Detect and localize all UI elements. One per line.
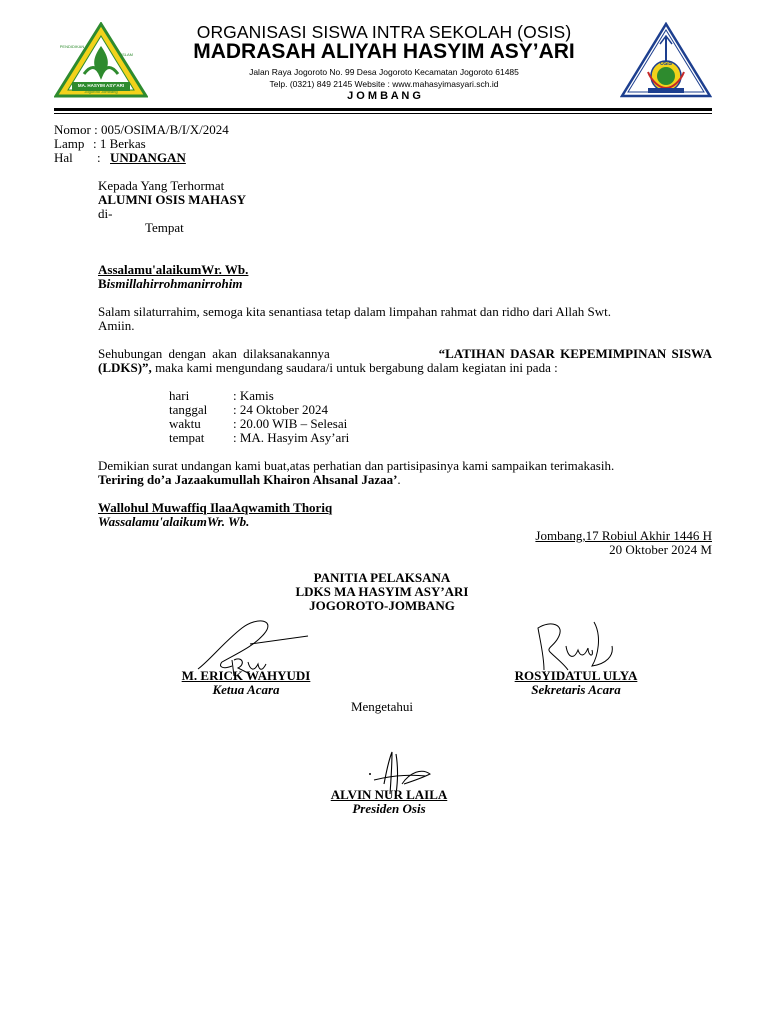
org-title: ORGANISASI SISWA INTRA SEKOLAH (OSIS) [196,22,572,42]
logo-text-top: PENDIDIKAN [59,44,85,49]
detail-row-tanggal [169,403,469,417]
detail-row-waktu [169,417,469,431]
presiden-name: ALVIN NUR LAILA [330,787,448,802]
sekretaris-role: Sekretaris Acara [531,682,621,697]
school-name: MADRASAH ALIYAH HASYIM ASY’ARI [193,40,575,63]
detail-value: : Kamis [233,388,274,403]
osis-logo-text: OSIS [660,61,672,67]
hal-colon: : [97,150,101,165]
closing-doa: Teriring do’a Jazaakumullah Khairon Ahsanal Jazaa’ [98,472,398,487]
ketua-role: Ketua Acara [212,682,280,697]
committee-line3: JOGOROTO-JOMBANG [309,598,455,613]
bismillah-rest: ismillahirrohmanirrohim [106,276,243,291]
wallohul: Wallohul Muwaffiq IlaaAqwamith Thoriq [98,500,333,515]
bismillah [98,277,243,291]
letterhead [0,0,768,120]
lamp-row [54,137,454,151]
event-title-cont: (LDKS)”, [98,360,152,375]
sekretaris-name: ROSYIDATUL ULYA [514,668,638,683]
school-city: J O M B A N G [347,90,421,102]
header-divider-thick [54,108,712,111]
detail-value: : MA. Hasyim Asy’ari [233,430,350,445]
closing-salam: Wassalamu'alaikumWr. Wb. [98,514,250,529]
ketua-name: M. ERICK WAHYUDI [181,668,311,683]
detail-value: : 24 Oktober 2024 [233,402,328,417]
detail-label: tanggal [169,402,208,417]
presiden-role: Presiden Osis [352,801,426,816]
closing-dot: . [397,472,401,487]
paragraph-event-line2 [98,361,712,375]
detail-row-tempat [169,431,469,445]
header-divider-thin [54,113,712,114]
detail-label: tempat [169,430,205,445]
bismillah-initial: B [98,276,107,291]
recipient-place: Tempat [145,220,184,235]
closing-thanks: Demikian surat undangan kami buat,atas perhatian dan partisipasinya kami sampaikan terimakasih. [98,458,615,473]
paragraph-salam-line1: Salam silaturrahim, semoga kita senantiasa tetap dalam limpahan rahmat dan ridho dari Allah Swt. [98,304,611,319]
logo-text-city: Jogoroto Jombang [84,89,118,94]
logo-text-islam: ISLAM [120,52,133,57]
nomor-label: Nomor [54,122,91,137]
nomor-value: : 005/OSIMA/B/I/X/2024 [94,122,229,137]
lamp-label: Lamp [54,136,85,151]
opening-salam: Assalamu'alaikumWr. Wb. [98,262,249,277]
detail-label: hari [169,388,190,403]
school-logo [54,22,148,98]
committee-line2: LDKS MA HASYIM ASY’ARI [295,584,469,599]
paragraph-event-line1 [98,347,712,361]
school-address: Jalan Raya Jogoroto No. 99 Desa Jogoroto Kecamatan Jogoroto 61485 [249,67,519,77]
recipient-name: ALUMNI OSIS MAHASY [98,192,247,207]
osis-logo-graphic [620,22,712,98]
mengetahui-label: Mengetahui [350,699,414,714]
lamp-value: : 1 Berkas [93,136,146,151]
recipient-di: di- [98,206,113,221]
date-masehi: 20 Oktober 2024 M [609,542,712,557]
detail-label: waktu [169,416,201,431]
event-rest: maka kami mengundang saudara/i untuk bergabung dalam kegiatan ini pada : [151,360,558,375]
hal-row [54,151,454,165]
hal-value: UNDANGAN [110,150,186,165]
school-contact: Telp. (0321) 849 2145 Website : www.mahasyimasyari.sch.id [269,79,499,89]
closing-doa-row [98,473,401,487]
detail-value: : 20.00 WIB – Selesai [233,416,348,431]
paragraph-salam-line2: Amiin. [98,318,135,333]
nomor-row [54,123,454,137]
event-details [169,389,469,445]
committee-line1: PANITIA PELAKSANA [313,570,451,585]
sekretaris-signature [530,616,620,674]
event-prefix: Sehubungan dengan akan dilaksanakannya [98,346,330,361]
recipient-greeting: Kepada Yang Terhormat [98,178,225,193]
date-hijri: Jombang,17 Robiul Akhir 1446 H [535,528,712,543]
hal-label: Hal [54,150,73,165]
detail-row-hari [169,389,469,403]
logo-text-school: MA. HASYIM ASY'ARI [77,83,125,88]
event-title: “LATIHAN DASAR KEPEMIMPINAN SISWA [438,346,712,361]
osis-logo [620,22,712,98]
